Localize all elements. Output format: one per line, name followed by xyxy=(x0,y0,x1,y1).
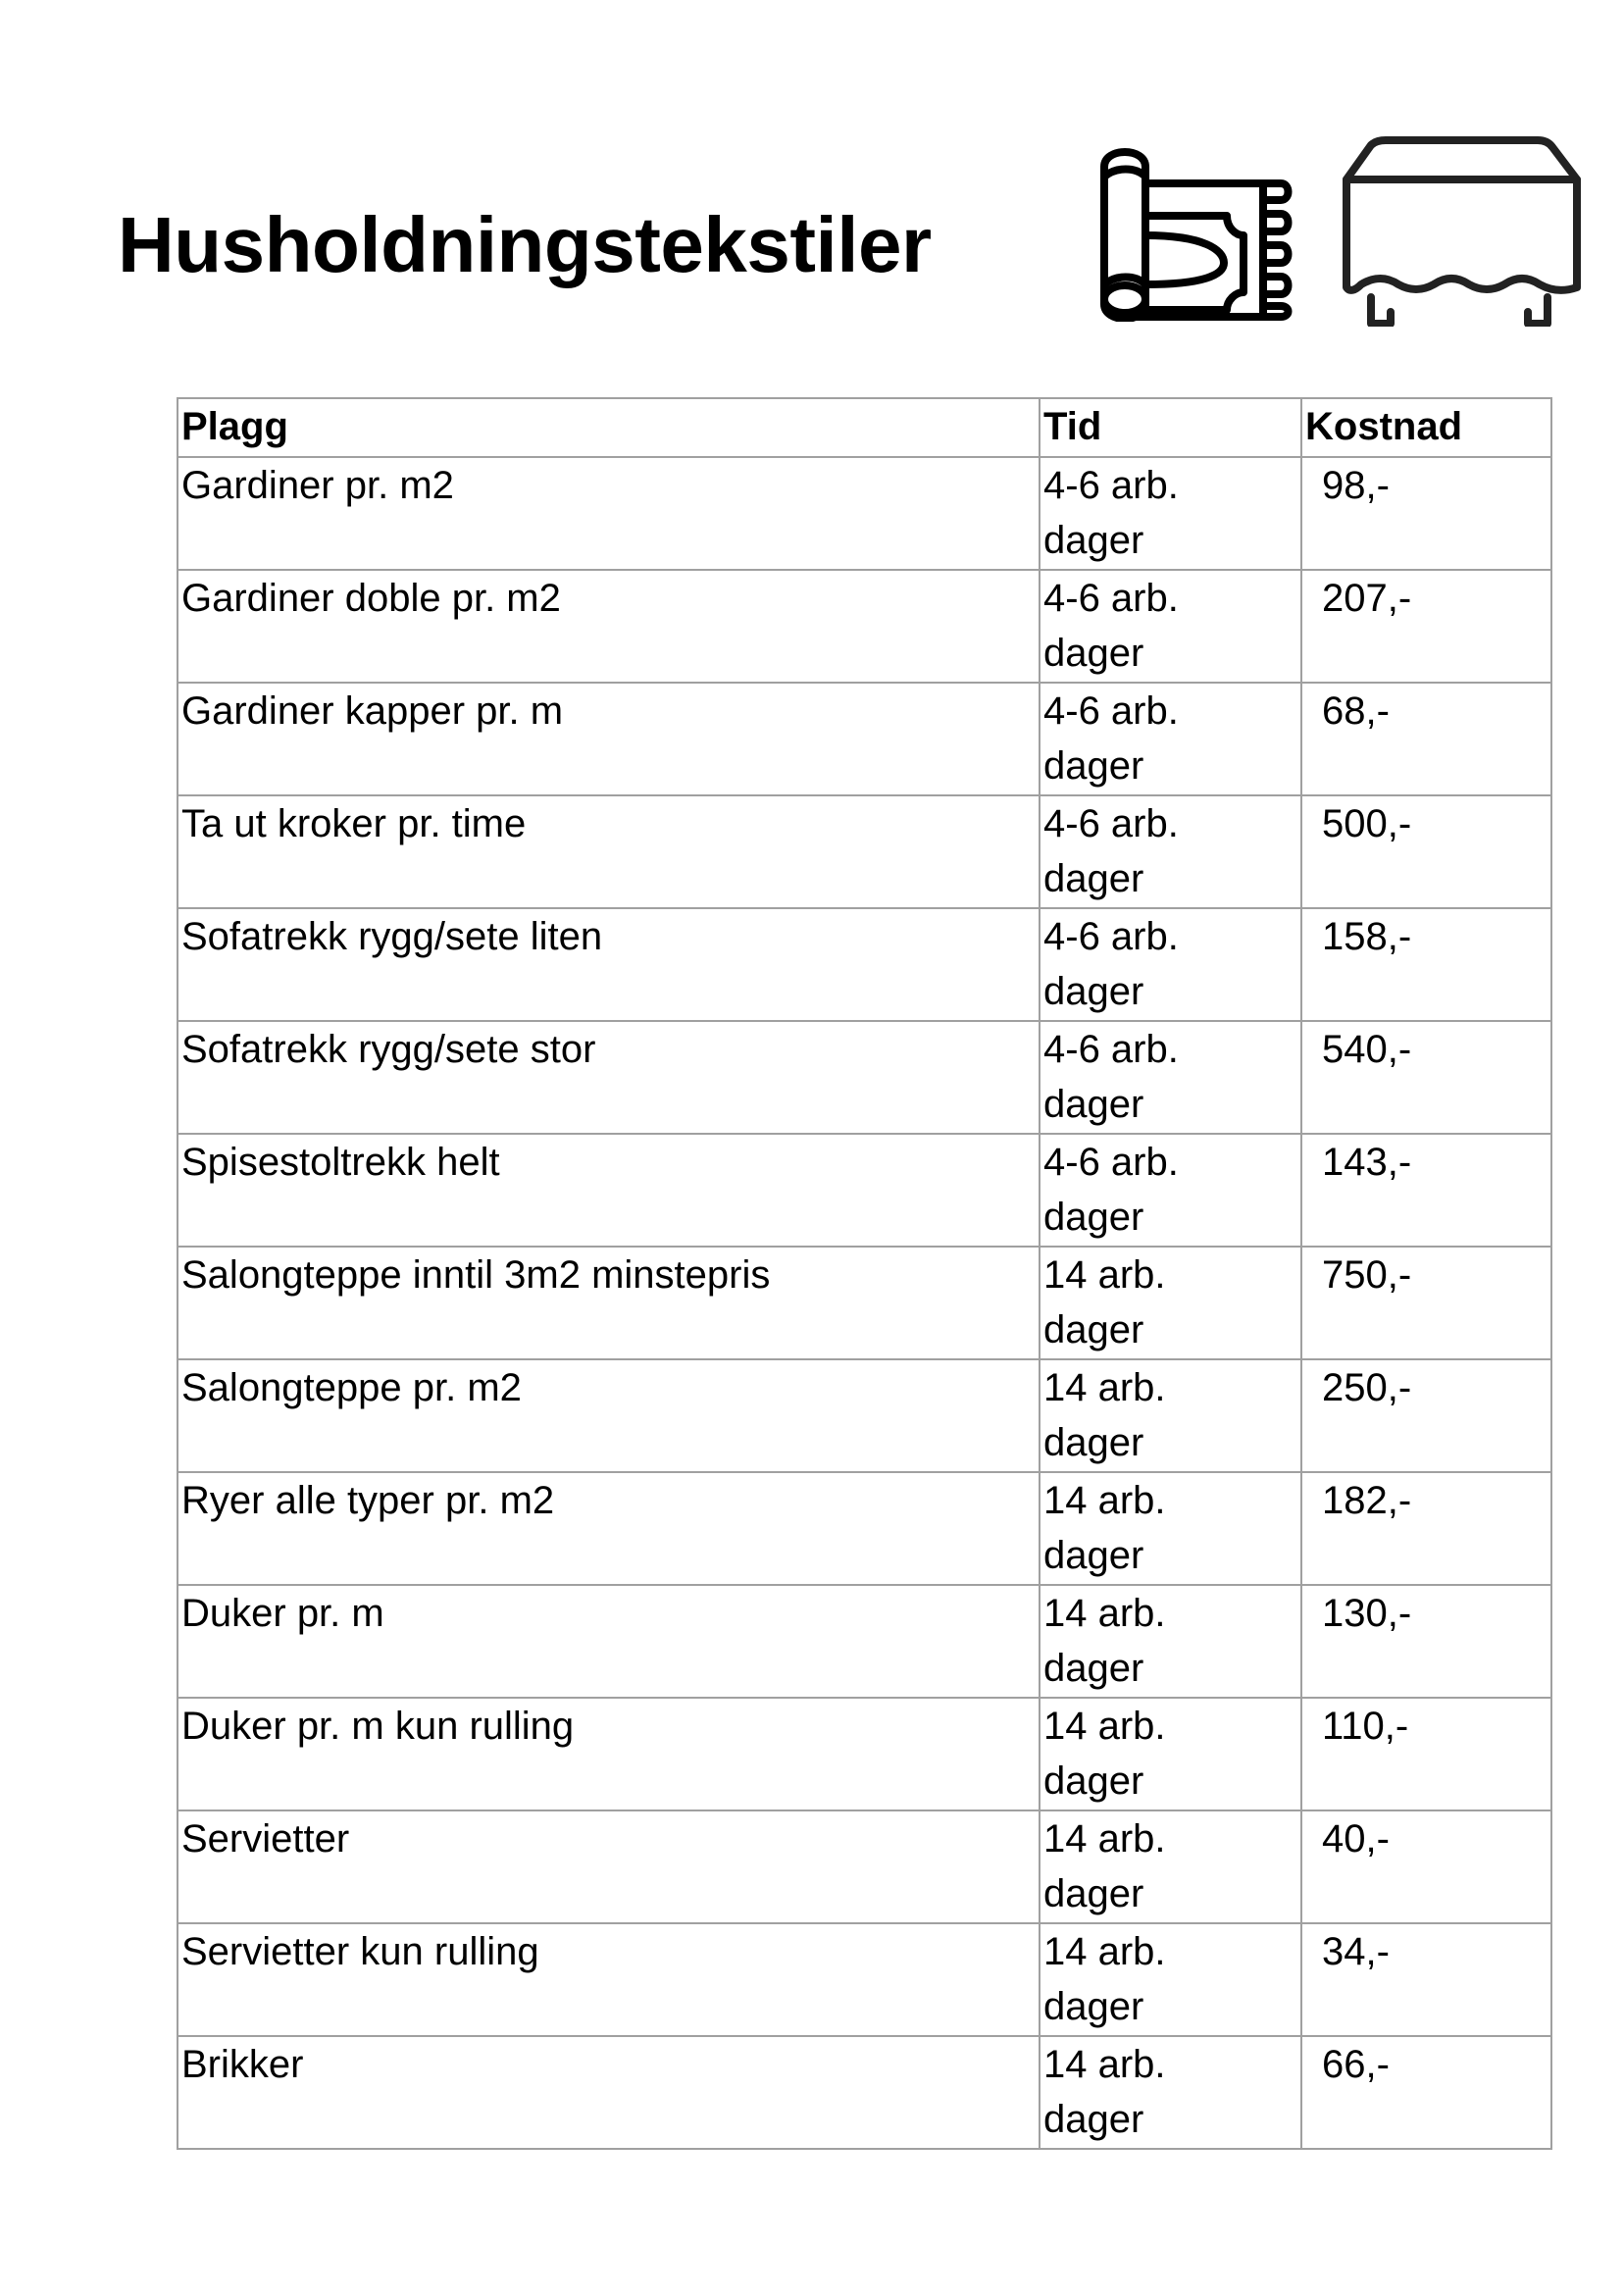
table-row xyxy=(178,1923,1551,2036)
table-header-row xyxy=(178,398,1551,457)
time-line-1: 14 arb. xyxy=(1043,2043,1166,2086)
cell-item: Spisestoltrekk helt xyxy=(178,1134,1040,1247)
cell-time xyxy=(1040,1698,1301,1810)
cell-cost: 158,- xyxy=(1301,908,1551,1021)
cell-time xyxy=(1040,1247,1301,1359)
time-line-2: dager xyxy=(1043,744,1144,788)
cell-item: Servietter xyxy=(178,1810,1040,1923)
cell-time xyxy=(1040,1359,1301,1472)
cell-time xyxy=(1040,1021,1301,1134)
time-line-2: dager xyxy=(1043,1985,1144,2028)
time-line-2: dager xyxy=(1043,1759,1144,1803)
cell-time xyxy=(1040,1134,1301,1247)
cell-item: Duker pr. m xyxy=(178,1585,1040,1698)
time-line-2: dager xyxy=(1043,1534,1144,1577)
cell-item: Gardiner kapper pr. m xyxy=(178,683,1040,795)
cell-time xyxy=(1040,908,1301,1021)
table-row xyxy=(178,1472,1551,1585)
price-table xyxy=(177,397,1552,2150)
time-line-2: dager xyxy=(1043,857,1144,900)
column-header-plagg: Plagg xyxy=(178,398,1040,457)
time-line-1: 4-6 arb. xyxy=(1043,577,1179,620)
cell-cost: 66,- xyxy=(1301,2036,1551,2149)
time-line-1: 4-6 arb. xyxy=(1043,802,1179,845)
table-row xyxy=(178,1021,1551,1134)
cell-time xyxy=(1040,457,1301,570)
cell-item: Sofatrekk rygg/sete liten xyxy=(178,908,1040,1021)
table-row xyxy=(178,457,1551,570)
cell-item: Gardiner doble pr. m2 xyxy=(178,570,1040,683)
cell-time xyxy=(1040,1810,1301,1923)
cell-cost: 750,- xyxy=(1301,1247,1551,1359)
time-line-2: dager xyxy=(1043,1647,1144,1690)
time-line-2: dager xyxy=(1043,1083,1144,1126)
table-row xyxy=(178,570,1551,683)
cell-item: Salongteppe pr. m2 xyxy=(178,1359,1040,1472)
time-line-1: 14 arb. xyxy=(1043,1592,1166,1635)
cell-item: Salongteppe inntil 3m2 minstepris xyxy=(178,1247,1040,1359)
time-line-2: dager xyxy=(1043,632,1144,675)
table-row xyxy=(178,1134,1551,1247)
rug-icon xyxy=(1096,137,1316,322)
time-line-1: 14 arb. xyxy=(1043,1930,1166,1973)
time-line-2: dager xyxy=(1043,970,1144,1013)
cell-item: Servietter kun rulling xyxy=(178,1923,1040,2036)
page-title: Husholdningstekstiler xyxy=(118,201,932,288)
cell-cost: 98,- xyxy=(1301,457,1551,570)
cell-cost: 143,- xyxy=(1301,1134,1551,1247)
cell-time xyxy=(1040,1923,1301,2036)
cell-time xyxy=(1040,1585,1301,1698)
tablecloth-icon xyxy=(1342,135,1583,327)
cell-time xyxy=(1040,570,1301,683)
cell-item: Sofatrekk rygg/sete stor xyxy=(178,1021,1040,1134)
cell-time xyxy=(1040,1472,1301,1585)
time-line-2: dager xyxy=(1043,2098,1144,2141)
cell-time xyxy=(1040,683,1301,795)
cell-cost: 500,- xyxy=(1301,795,1551,908)
time-line-1: 4-6 arb. xyxy=(1043,1141,1179,1184)
cell-cost: 207,- xyxy=(1301,570,1551,683)
cell-cost: 34,- xyxy=(1301,1923,1551,2036)
cell-item: Duker pr. m kun rulling xyxy=(178,1698,1040,1810)
cell-cost: 182,- xyxy=(1301,1472,1551,1585)
time-line-1: 14 arb. xyxy=(1043,1817,1166,1861)
time-line-2: dager xyxy=(1043,1421,1144,1464)
cell-cost: 40,- xyxy=(1301,1810,1551,1923)
table-row xyxy=(178,1585,1551,1698)
table-row xyxy=(178,2036,1551,2149)
time-line-2: dager xyxy=(1043,1308,1144,1351)
time-line-1: 14 arb. xyxy=(1043,1366,1166,1409)
time-line-2: dager xyxy=(1043,1872,1144,1915)
cell-cost: 540,- xyxy=(1301,1021,1551,1134)
cell-time xyxy=(1040,795,1301,908)
time-line-1: 4-6 arb. xyxy=(1043,1028,1179,1071)
time-line-1: 4-6 arb. xyxy=(1043,915,1179,958)
cell-item: Ta ut kroker pr. time xyxy=(178,795,1040,908)
time-line-2: dager xyxy=(1043,519,1144,562)
cell-item: Gardiner pr. m2 xyxy=(178,457,1040,570)
cell-cost: 68,- xyxy=(1301,683,1551,795)
table-row xyxy=(178,1247,1551,1359)
table-row xyxy=(178,1698,1551,1810)
table-row xyxy=(178,683,1551,795)
cell-item: Ryer alle typer pr. m2 xyxy=(178,1472,1040,1585)
table-row xyxy=(178,795,1551,908)
table-row xyxy=(178,908,1551,1021)
cell-time xyxy=(1040,2036,1301,2149)
column-header-tid: Tid xyxy=(1040,398,1301,457)
time-line-1: 4-6 arb. xyxy=(1043,689,1179,733)
column-header-kostnad: Kostnad xyxy=(1301,398,1551,457)
table-row xyxy=(178,1359,1551,1472)
time-line-1: 14 arb. xyxy=(1043,1253,1166,1297)
cell-cost: 110,- xyxy=(1301,1698,1551,1810)
time-line-1: 4-6 arb. xyxy=(1043,464,1179,507)
time-line-2: dager xyxy=(1043,1196,1144,1239)
cell-cost: 130,- xyxy=(1301,1585,1551,1698)
table-row xyxy=(178,1810,1551,1923)
time-line-1: 14 arb. xyxy=(1043,1479,1166,1522)
time-line-1: 14 arb. xyxy=(1043,1705,1166,1748)
cell-item: Brikker xyxy=(178,2036,1040,2149)
cell-cost: 250,- xyxy=(1301,1359,1551,1472)
